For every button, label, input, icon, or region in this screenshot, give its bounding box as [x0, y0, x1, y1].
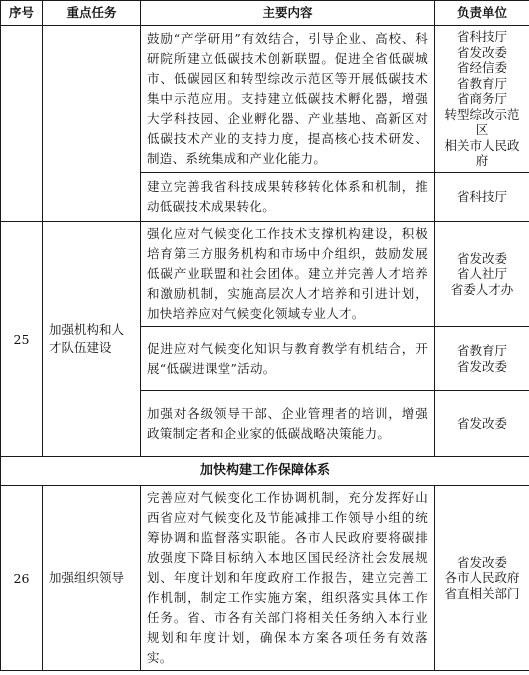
unit-line: 省经信委: [456, 60, 507, 76]
unit-line: 省发改委: [456, 554, 507, 570]
table-header-row: [1, 1, 529, 26]
unit-line: 区: [475, 122, 489, 138]
unit-cell: [435, 26, 529, 173]
unit-line: 省教育厅: [456, 75, 507, 91]
unit-line: 省直相关部门: [444, 585, 520, 601]
task-name: 加强组织领导: [43, 486, 141, 671]
unit-line: 省发改委: [456, 250, 507, 266]
table-row: [1, 222, 529, 327]
unit-cell: [435, 327, 529, 391]
number-cell-continued: [1, 26, 43, 222]
unit-line: 省商务厅: [456, 91, 507, 107]
unit-line: 省科技厅: [456, 29, 507, 45]
content-cell: 完善应对气候变化工作协调机制，充分发挥好山西省应对气候变化及节能减排工作领导小组的统筹协调和监督落实职能。各市人民政府要将碳排放强度下降目标纳入本地区国民经济社会发展规划、年度计划和年度政府工作报告，建立完善工作机制，制定工作实施方案，组织落实具体工作任务。省、市各有关部门将相关任务纳入本行业规划和年度计划，确保本方案各项任务有效落实。: [141, 486, 435, 671]
unit-line: 各市人民政府: [444, 570, 520, 586]
content-cell: 鼓励“产学研用”有效结合，引导企业、高校、科研院所建立低碳技术创新联盟。促进全省低碳城市、低碳园区和转型综改示范区等开展低碳技术集中示范应用。支持建立低碳技术孵化器，增强大学科技园、企业孵化器、产业基地、高新区对低碳技术产业的支持力度，提高核心技术研发、制造、系统集成和产业化能力。: [141, 26, 435, 173]
unit-cell: [435, 486, 529, 671]
table-row: [1, 486, 529, 671]
unit-line: 省科技厅: [456, 189, 507, 205]
content-cell: 促进应对气候变化知识与教育教学有机结合，开展“低碳进课堂”活动。: [141, 327, 435, 391]
task-name: 加强机构和人才队伍建设: [43, 222, 141, 457]
section-title: 加快构建工作保障体系: [1, 457, 529, 486]
task-cell-continued: [43, 26, 141, 222]
unit-cell: [435, 222, 529, 327]
unit-line: 省发改委: [456, 44, 507, 60]
header-task: 重点任务: [43, 1, 141, 26]
unit-line: 府: [475, 153, 489, 169]
table-row: [1, 26, 529, 173]
task-number: 26: [1, 486, 43, 671]
header-content: 主要内容: [141, 1, 435, 26]
header-unit: 负责单位: [435, 1, 529, 26]
unit-cell: [435, 391, 529, 457]
unit-line: 省发改委: [456, 415, 507, 431]
unit-line: 转型综改示范: [444, 106, 520, 122]
content-cell: 强化应对气候变化工作技术支撑机构建设，积极培育第三方服务机构和市场中介组织，鼓励发展低碳产业联盟和社会团体。建立并完善人才培养和激励机制，实施高层次人才培养和引进计划，加快培养应对气候变化领域专业人才。: [141, 222, 435, 327]
section-row: [1, 457, 529, 486]
unit-cell: [435, 173, 529, 222]
unit-line: 省教育厅: [456, 343, 507, 358]
unit-line: 省发改委: [456, 358, 507, 374]
task-number: 25: [1, 222, 43, 457]
unit-line: 省人社厅: [456, 266, 507, 282]
header-number: 序号: [1, 1, 43, 26]
unit-line: 相关市人民政: [444, 137, 520, 153]
content-cell: 建立完善我省科技成果转移转化体系和机制，推动低碳技术成果转化。: [141, 173, 435, 222]
content-cell: 加强对各级领导干部、企业管理者的培训，增强政策制定者和企业家的低碳战略决策能力。: [141, 391, 435, 457]
unit-line: 省委人才办: [450, 281, 514, 297]
